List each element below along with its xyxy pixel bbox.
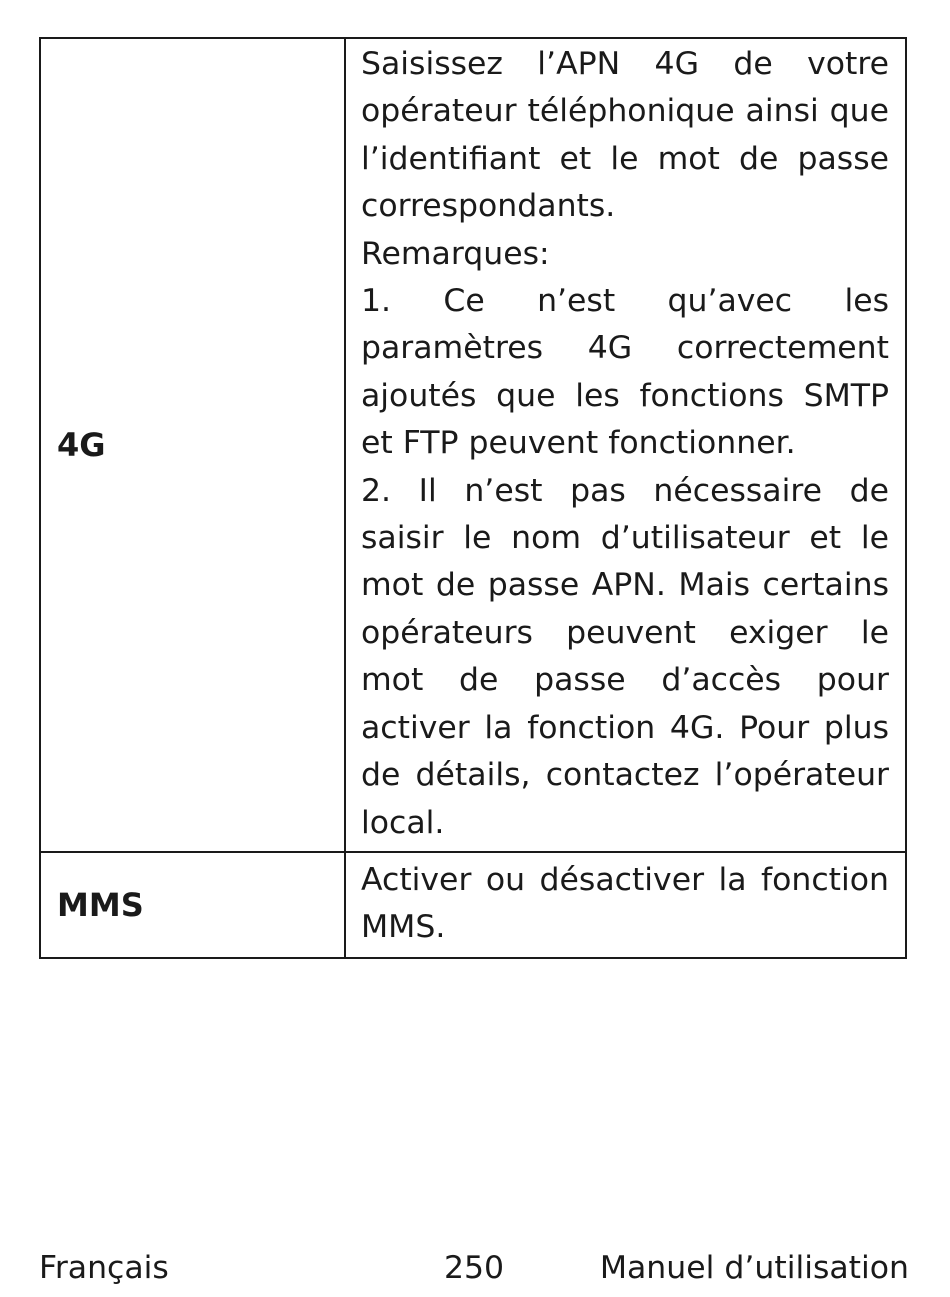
setting-name-4g: 4G (40, 38, 345, 852)
setting-description-mms (345, 852, 906, 958)
remark-item-2: 2. Il n’est pas nécessaire de saisir le nom d’utilisateur et le mot de passe APN. Mais certains opérateurs peuvent exiger le mot de passe d’accès pour activer la fonction 4G. Pour plus de détails, contactez l’opérateur local. (361, 472, 889, 841)
description-paragraph: Saisissez l’APN 4G de votre opérateur téléphonique ainsi que l’identifiant et le mot de passe correspondants. (361, 46, 889, 225)
table-row-mms (40, 852, 906, 958)
description-paragraph: Activer ou désactiver la fonction MMS. (361, 861, 889, 945)
footer-language: Français (39, 1250, 169, 1286)
footer-manual-title: Manuel d’utilisation (599, 1250, 909, 1286)
page-number: 250 (443, 1250, 505, 1286)
remark-item-1: 1. Ce n’est qu’avec les paramètres 4G correctement ajoutés que les fonctions SMTP et FTP peuvent fonctionner. (361, 283, 889, 462)
setting-name-mms: MMS (40, 852, 345, 958)
page-footer (39, 1244, 909, 1292)
setting-description-4g (345, 38, 906, 852)
settings-table (39, 37, 907, 959)
table-row-4g (40, 38, 906, 852)
remarks-heading: Remarques: (361, 235, 550, 272)
